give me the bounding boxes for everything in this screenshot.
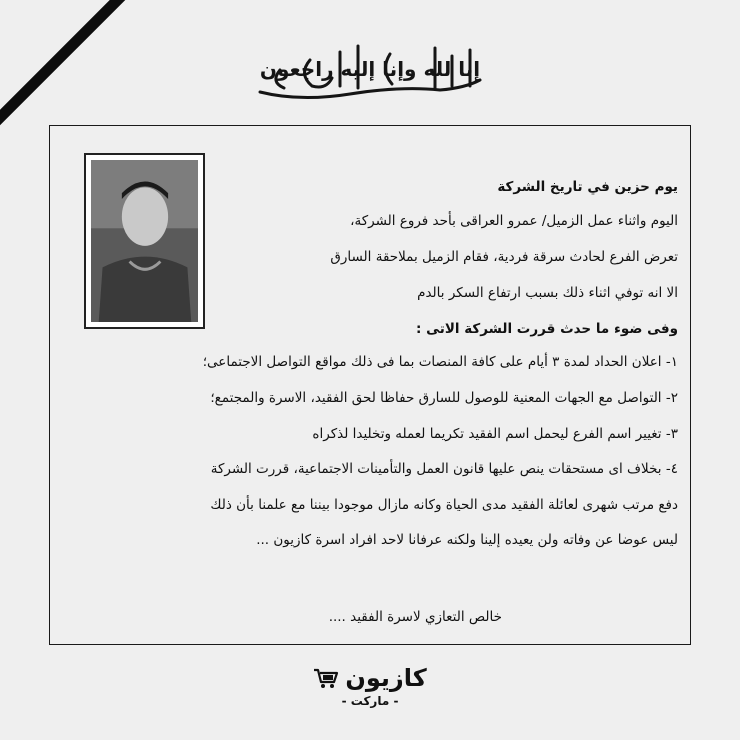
- decision-item-4-cont-2: ليس عوضا عن وفاته ولن يعيده إلينا ولكنه عرفانا لاحد افراد اسرة كازيون ...: [256, 532, 678, 548]
- announcement-frame: [49, 125, 691, 645]
- brand-logo: [300, 664, 440, 724]
- calligraphy-text: إنا لله وإنا إليه راجعون: [259, 57, 481, 81]
- decision-item-3: ٣- تغيير اسم الفرع ليحمل اسم الفقيد تكريما لعمله وتخليدا لذكراه: [312, 426, 678, 442]
- mourning-ribbon: [0, 0, 166, 143]
- brand-name: كازيون: [345, 664, 427, 692]
- decision-item-1: ١- اعلان الحداد لمدة ٣ أيام على كافة المنصات بما فى ذلك مواقع التواصل الاجتماعى؛: [202, 354, 678, 370]
- decision-item-4-cont-1: دفع مرتب شهرى لعائلة الفقيد مدى الحياة وكانه مازال موجودا بيننا مع علمنا بأن ذلك: [210, 497, 678, 513]
- shopping-cart-icon: [313, 667, 339, 689]
- closing-condolence: خالص التعازي لاسرة الفقيد ....: [328, 609, 502, 625]
- portrait-image: [91, 160, 198, 322]
- calligraphy-heading: [240, 30, 500, 110]
- decision-item-4: ٤- بخلاف اى مستحقات ينص عليها قانون العمل والتأمينات الاجتماعية، قررت الشركة: [210, 461, 678, 477]
- notice-line-4: الا انه توفي اثناء ذلك بسبب ارتفاع السكر بالدم: [417, 285, 678, 301]
- notice-line-1: يوم حزين في تاريخ الشركة: [497, 179, 678, 195]
- notice-line-5: وفى ضوء ما حدث قررت الشركة الاتى :: [416, 321, 678, 337]
- notice-line-3: تعرض الفرع لحادث سرقة فردية، فقام الزميل بملاحقة السارق: [330, 249, 678, 265]
- notice-line-2: اليوم واثناء عمل الزميل/ عمرو العراقى بأحد فروع الشركة،: [350, 213, 678, 229]
- decision-item-2: ٢- التواصل مع الجهات المعنية للوصول للسارق حفاظا لحق الفقيد، الاسرة والمجتمع؛: [210, 390, 678, 406]
- brand-subtitle: - ماركت -: [341, 694, 399, 708]
- deceased-photo: [84, 153, 205, 329]
